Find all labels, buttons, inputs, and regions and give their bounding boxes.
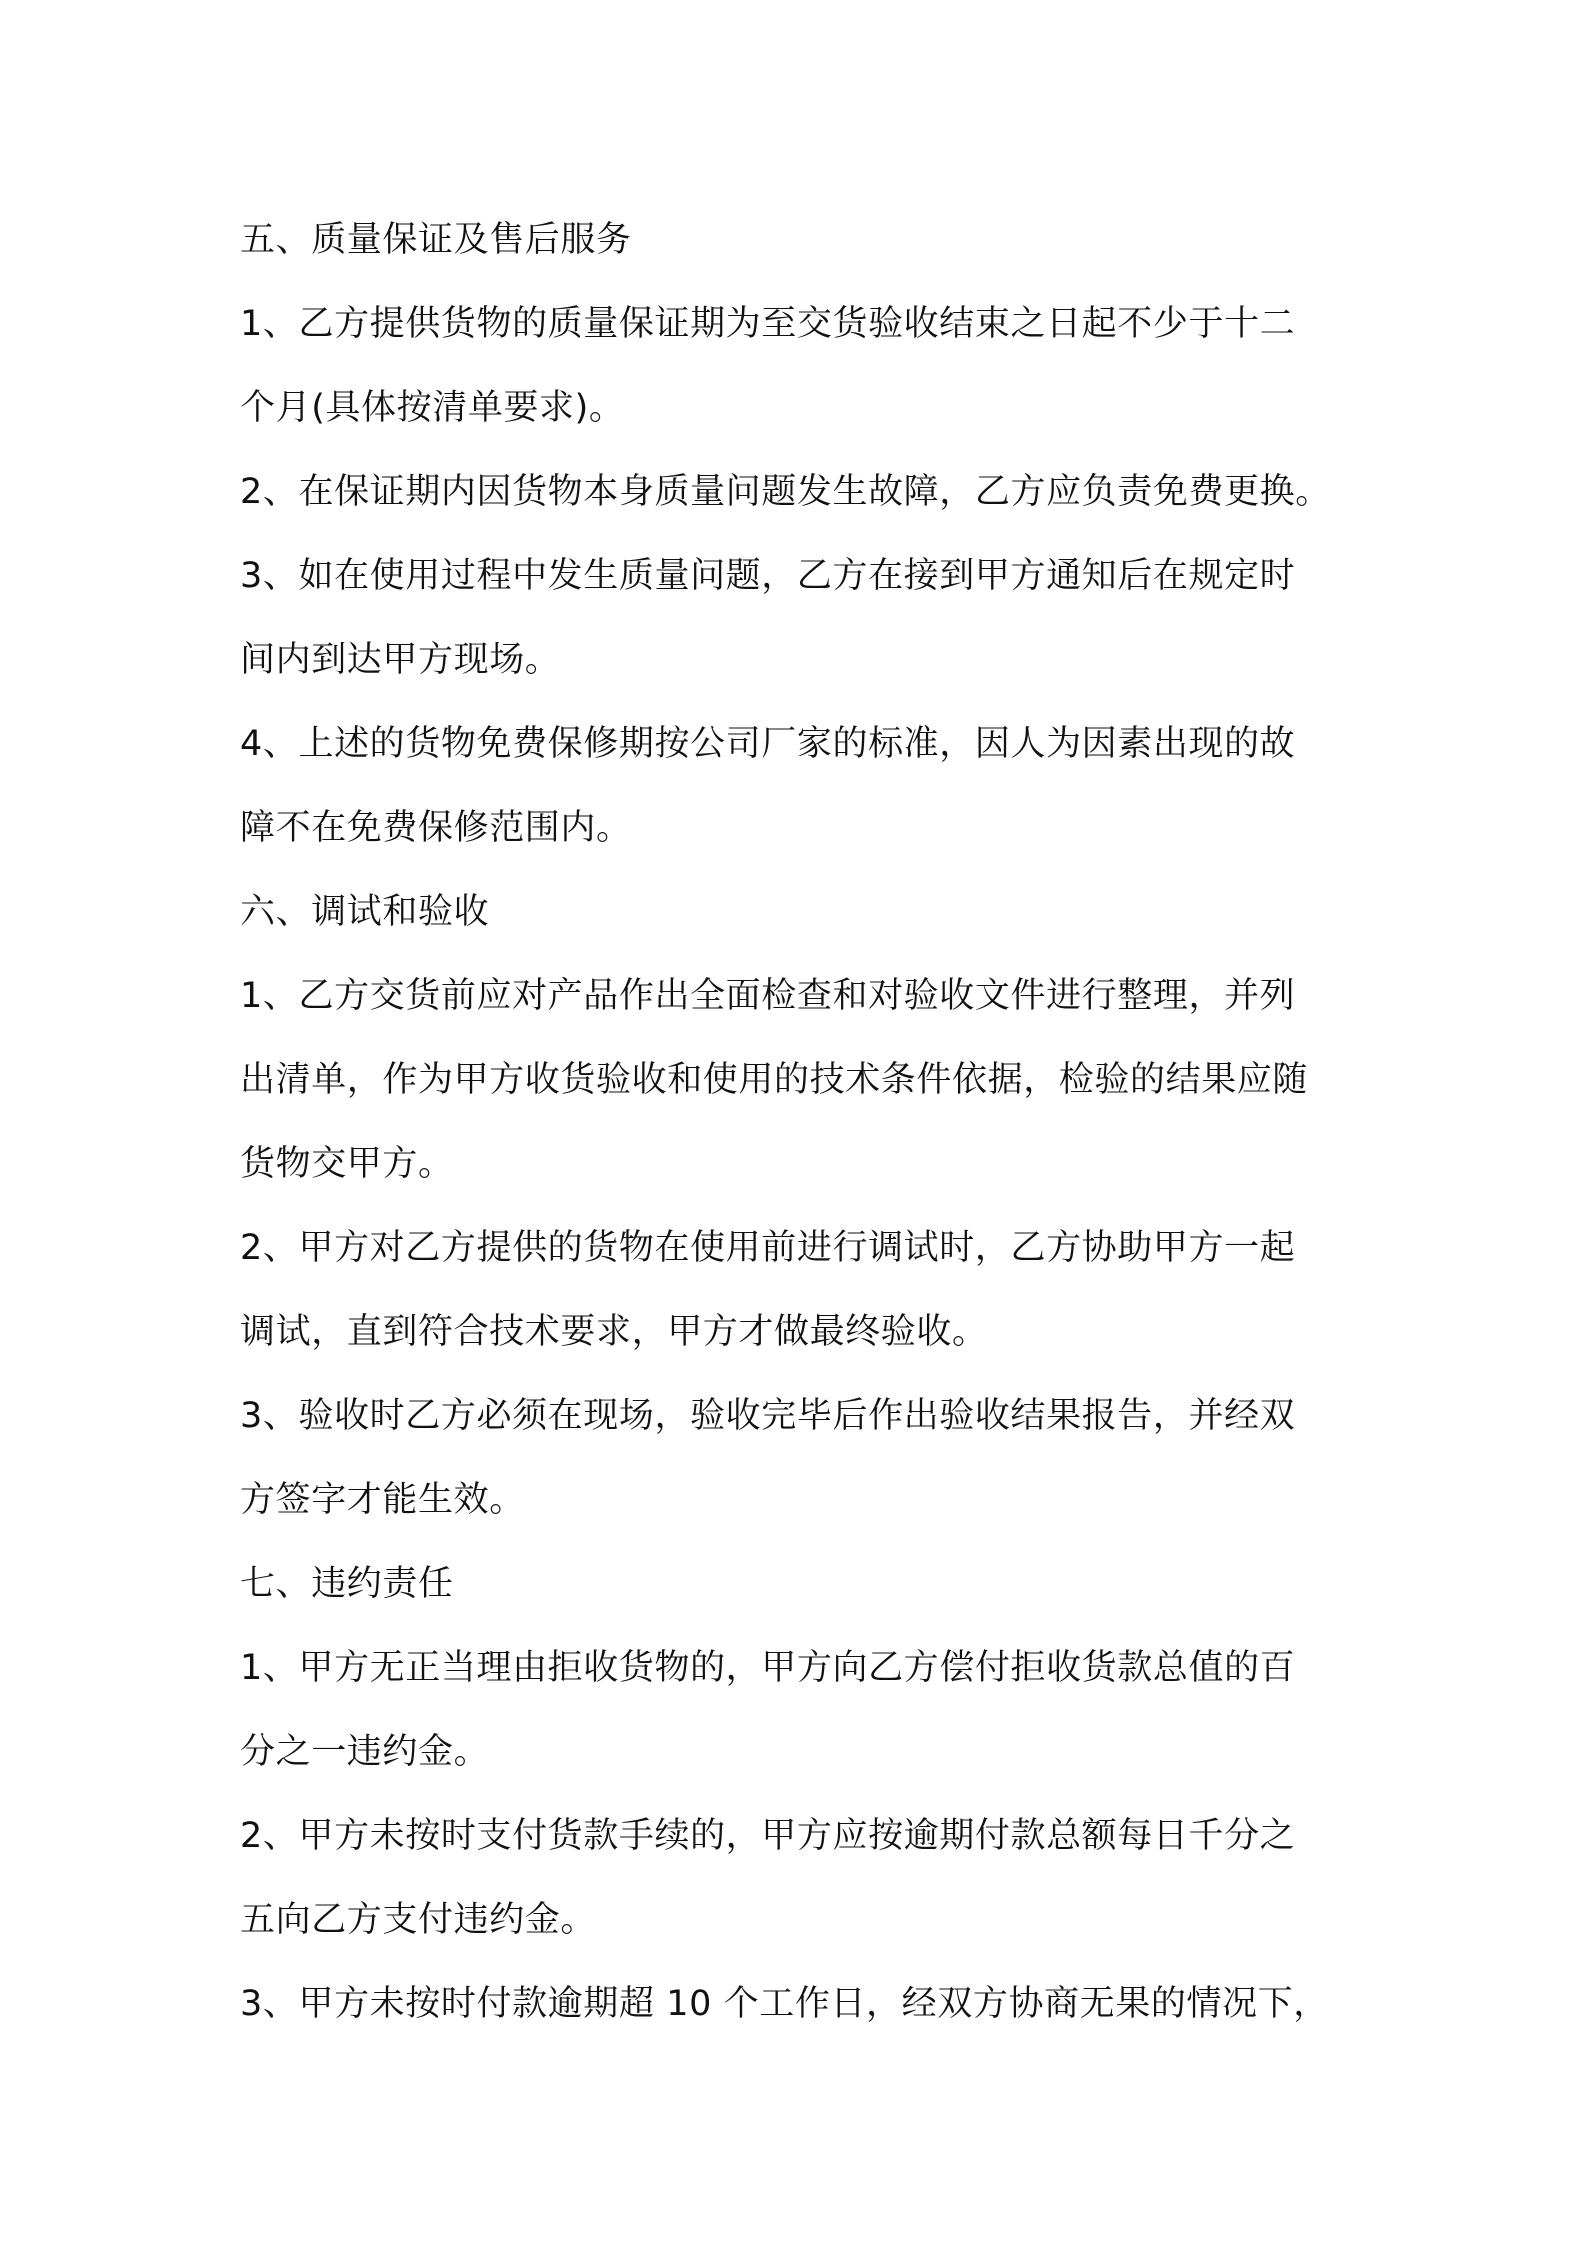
paragraph-line: 间内到达甲方现场。 (240, 640, 561, 680)
paragraph-line: 分之一违约金。 (240, 1732, 490, 1772)
paragraph-line: 4、上述的货物免费保修期按公司厂家的标准，因人为因素出现的故 (240, 724, 1296, 764)
section-heading-acceptance: 六、调试和验收 (240, 892, 490, 932)
paragraph-line: 方签字才能生效。 (240, 1480, 525, 1520)
paragraph-line: 1、乙方提供货物的质量保证期为至交货验收结束之日起不少于十二 (240, 304, 1296, 344)
paragraph-line: 障不在免费保修范围内。 (240, 808, 632, 848)
paragraph-line: 3、验收时乙方必须在现场，验收完毕后作出验收结果报告，并经双 (240, 1396, 1296, 1436)
document-body (240, 198, 1380, 2046)
section-heading-quality: 五、质量保证及售后服务 (240, 220, 632, 260)
paragraph-line: 出清单，作为甲方收货验收和使用的技术条件依据，检验的结果应随 (240, 1060, 1309, 1100)
paragraph-line: 3、如在使用过程中发生质量问题，乙方在接到甲方通知后在规定时 (240, 556, 1296, 596)
section-heading-liability: 七、违约责任 (240, 1564, 454, 1604)
paragraph-line: 2、甲方对乙方提供的货物在使用前进行调试时，乙方协助甲方一起 (240, 1228, 1296, 1268)
paragraph-line: 3、甲方未按时付款逾期超 10 个工作日，经双方协商无果的情况下， (240, 1984, 1329, 2024)
paragraph-line: 2、在保证期内因货物本身质量问题发生故障，乙方应负责免费更换。 (240, 472, 1331, 512)
paragraph-line: 个月(具体按清单要求)。 (240, 388, 625, 428)
paragraph-line: 调试，直到符合技术要求，甲方才做最终验收。 (240, 1312, 988, 1352)
paragraph-line: 货物交甲方。 (240, 1144, 454, 1184)
paragraph-line: 2、甲方未按时支付货款手续的，甲方应按逾期付款总额每日千分之 (240, 1816, 1296, 1856)
paragraph-line: 1、乙方交货前应对产品作出全面检查和对验收文件进行整理，并列 (240, 976, 1296, 1016)
paragraph-line: 1、甲方无正当理由拒收货物的，甲方向乙方偿付拒收货款总值的百 (240, 1648, 1296, 1688)
paragraph-line: 五向乙方支付违约金。 (240, 1900, 597, 1940)
